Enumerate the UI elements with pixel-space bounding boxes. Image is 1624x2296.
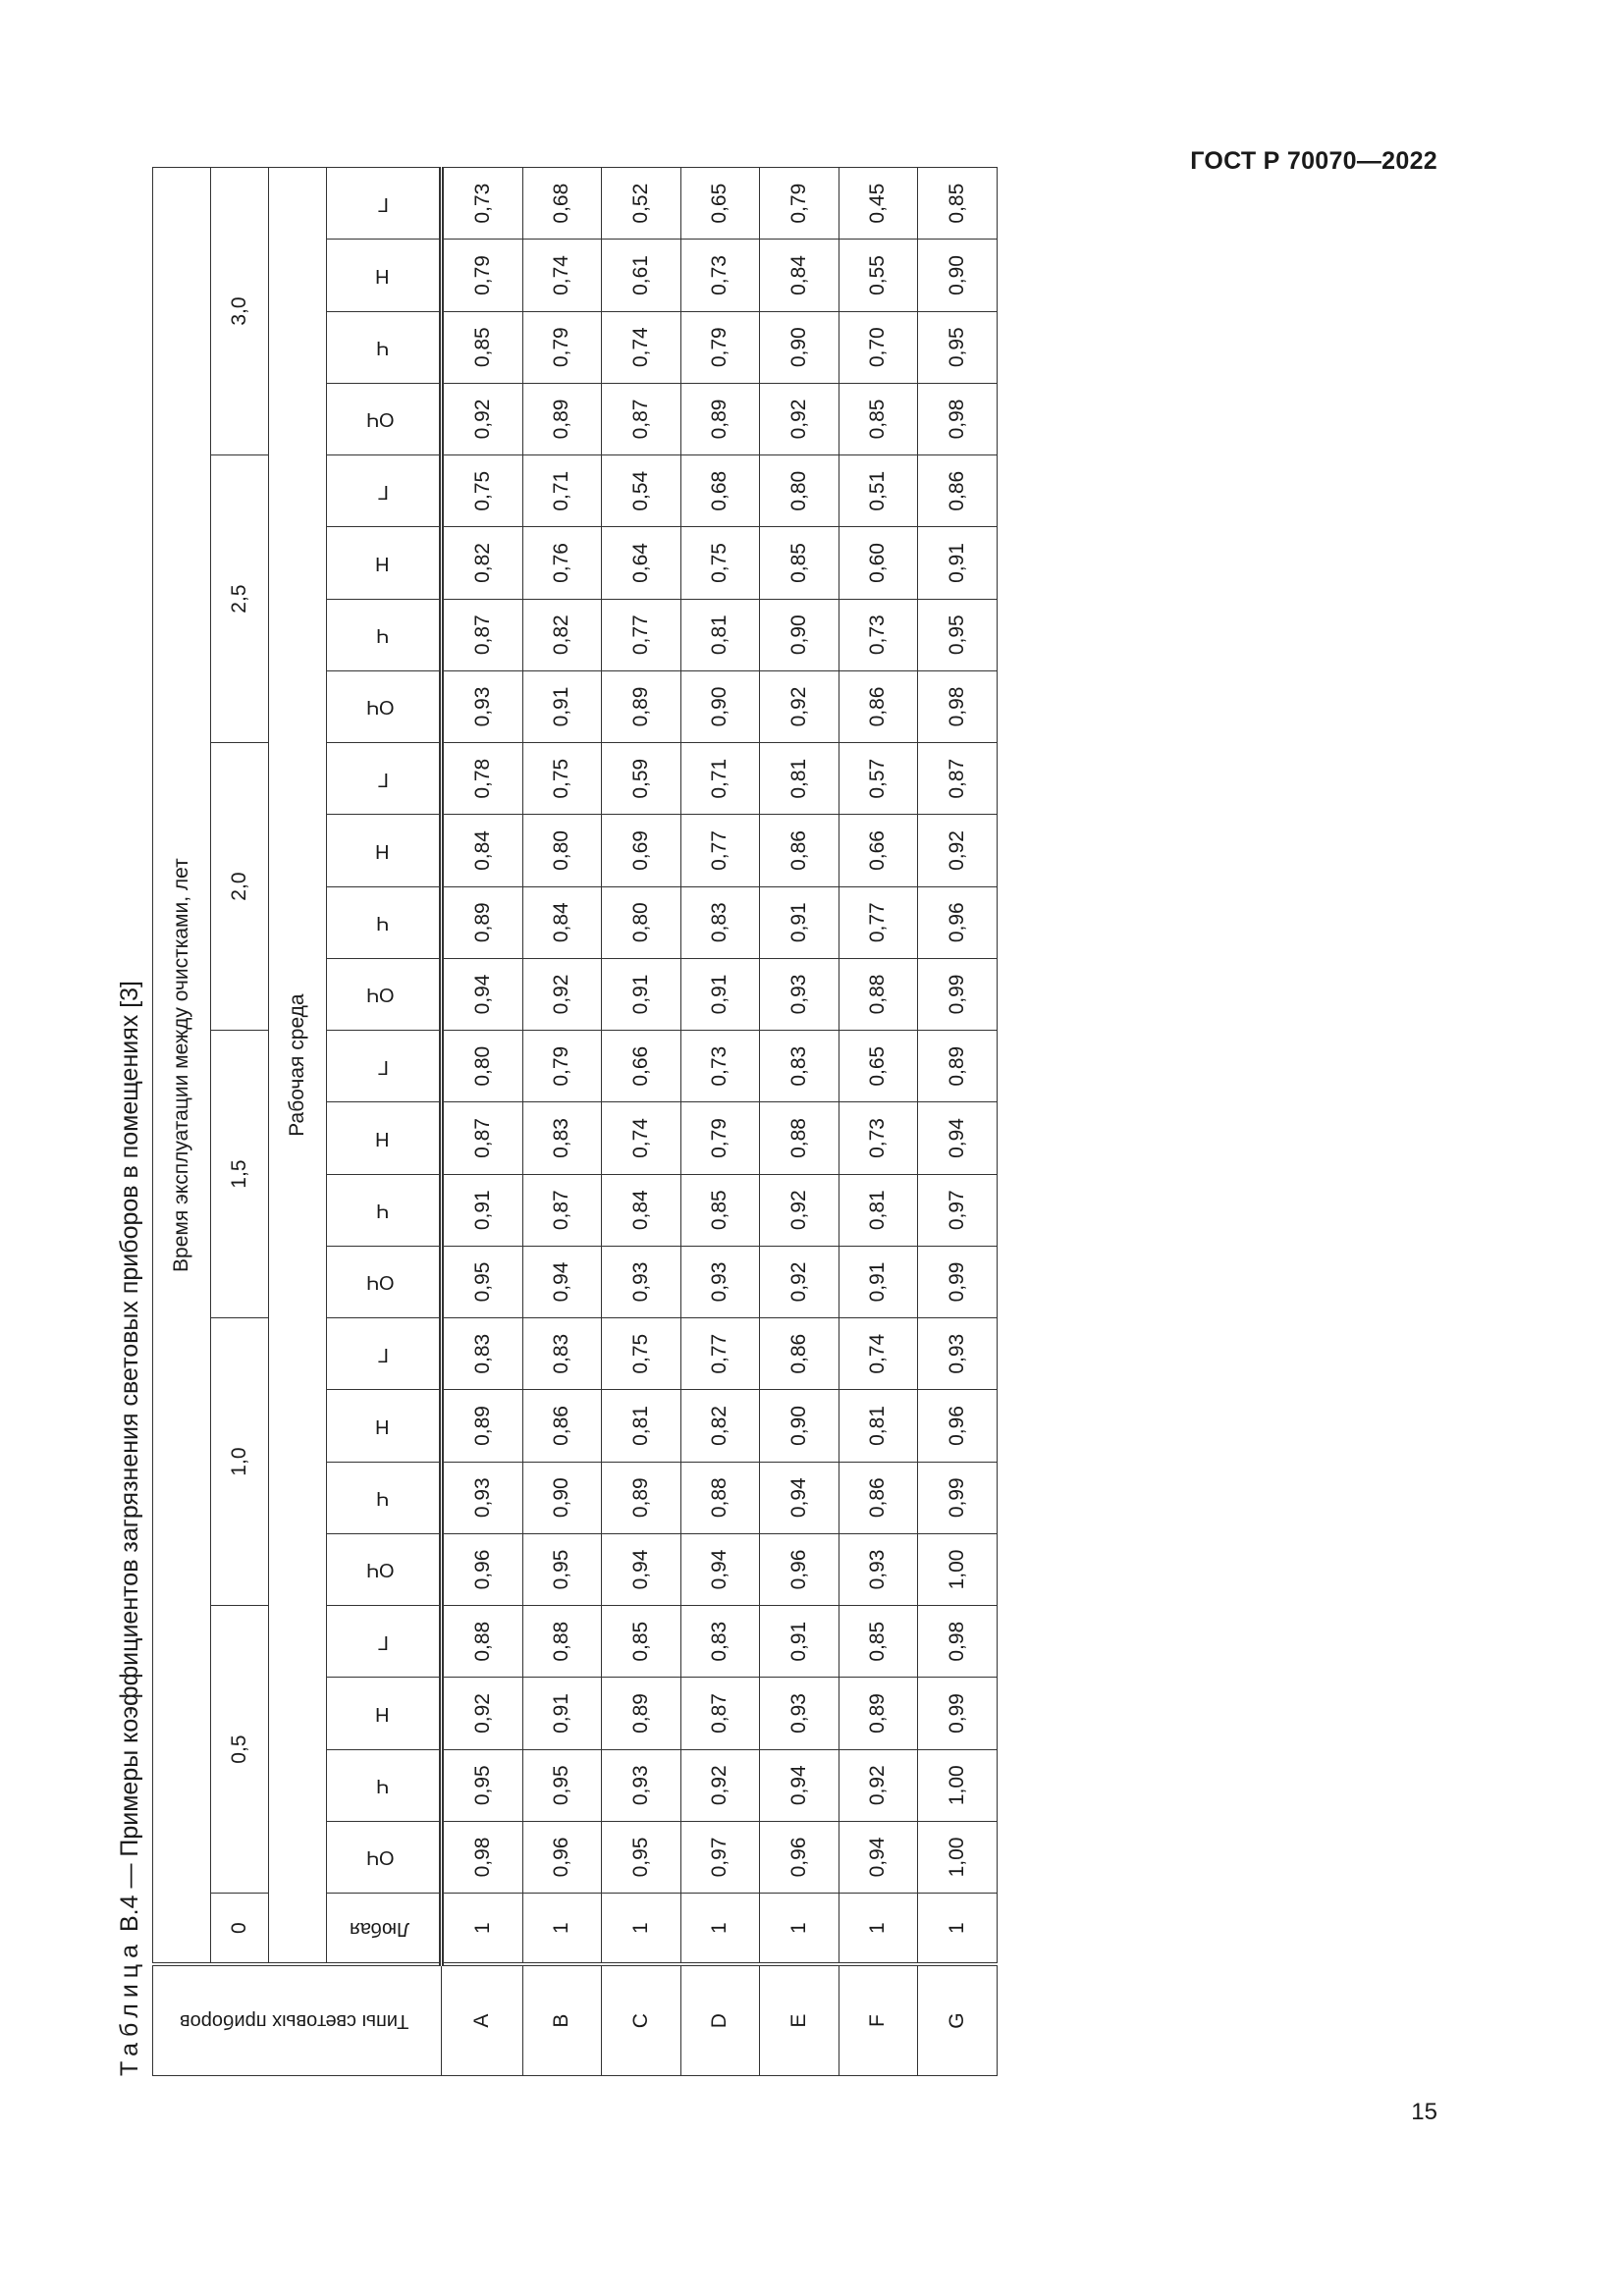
coefficient-cell: 0,45	[839, 168, 918, 240]
env-label-cell	[327, 670, 442, 742]
table-row	[918, 168, 998, 2076]
coefficient-cell: 0,77	[680, 815, 760, 886]
coefficient-cell: 0,66	[839, 815, 918, 886]
coefficient-cell: 0,95	[918, 311, 998, 383]
coefficient-cell: 0,82	[522, 599, 602, 670]
any-env-cell: 1	[522, 1894, 602, 1965]
coefficient-cell: 0,86	[839, 1462, 918, 1533]
coefficient-cell: 0,89	[442, 1390, 523, 1462]
env-label-cell	[327, 886, 442, 958]
coefficient-cell: 0,92	[760, 670, 839, 742]
coefficient-cell: 0,92	[839, 1749, 918, 1821]
coefficient-cell: 0,89	[602, 1678, 681, 1749]
table-row	[680, 168, 760, 2076]
any-env-cell: 1	[602, 1894, 681, 1965]
coefficient-cell: 0,85	[680, 1174, 760, 1246]
env-label-cell	[327, 168, 442, 240]
env-label-cell	[327, 815, 442, 886]
coefficient-cell: 0,77	[680, 1318, 760, 1390]
coefficient-cell: 0,79	[680, 311, 760, 383]
coefficient-cell: 0,93	[602, 1749, 681, 1821]
coefficient-cell: 0,86	[760, 1318, 839, 1390]
coefficient-cell: 0,60	[839, 527, 918, 599]
any-env-cell: 1	[760, 1894, 839, 1965]
coefficient-cell: 0,85	[839, 1606, 918, 1678]
coefficient-cell: 0,91	[760, 886, 839, 958]
coefficient-cell: 0,75	[442, 455, 523, 527]
coefficient-cell: 0,77	[839, 886, 918, 958]
coefficient-cell: 0,85	[442, 311, 523, 383]
coefficient-cell: 0,65	[680, 168, 760, 240]
coefficient-cell: 0,79	[760, 168, 839, 240]
coefficient-cell: 0,98	[918, 670, 998, 742]
coefficient-cell: 0,81	[760, 743, 839, 815]
env-label-cell	[327, 1533, 442, 1605]
coefficient-cell: 0,80	[522, 815, 602, 886]
period-header-cell: 1,5	[211, 1031, 269, 1318]
coefficient-cell: 0,99	[918, 1462, 998, 1533]
env-label: ОЧ	[365, 984, 395, 1006]
coefficient-cell: 0,91	[839, 1246, 918, 1317]
any-env-cell: 1	[442, 1894, 523, 1965]
coefficient-cell: 0,79	[442, 240, 523, 311]
type-cell: C	[602, 1964, 681, 2075]
coefficient-cell: 1,00	[918, 1749, 998, 1821]
env-label-cell	[327, 743, 442, 815]
coefficient-cell: 0,73	[442, 168, 523, 240]
any-env-cell: 1	[680, 1894, 760, 1965]
coefficient-cell: 0,98	[918, 383, 998, 454]
coefficient-cell: 0,89	[918, 1031, 998, 1102]
coefficient-cell: 0,55	[839, 240, 918, 311]
coefficient-cell: 0,87	[680, 1678, 760, 1749]
period-zero: 0	[211, 1894, 269, 1965]
env-label-cell	[327, 1102, 442, 1174]
coefficient-cell: 0,90	[522, 1462, 602, 1533]
env-label: Ч	[375, 1487, 389, 1510]
coefficient-cell: 0,73	[839, 1102, 918, 1174]
period-header-cell: 0,5	[211, 1606, 269, 1894]
coefficient-cell: 0,59	[602, 743, 681, 815]
coefficient-cell: 0,78	[442, 743, 523, 815]
table-row	[442, 168, 523, 2076]
coefficient-cell: 0,82	[680, 1390, 760, 1462]
coefficient-cell: 0,66	[602, 1031, 681, 1102]
coefficient-cell: 0,92	[760, 383, 839, 454]
coefficient-cell: 0,81	[839, 1390, 918, 1462]
coefficient-cell: 0,73	[680, 1031, 760, 1102]
coefficient-cell: 0,96	[918, 886, 998, 958]
coefficient-cell: 0,68	[522, 168, 602, 240]
coefficient-cell: 0,54	[602, 455, 681, 527]
env-label: ОЧ	[365, 696, 395, 719]
rotated-table-block	[108, 167, 1051, 2091]
coefficient-cell: 0,84	[602, 1174, 681, 1246]
table-row	[839, 168, 918, 2076]
type-cell: A	[442, 1964, 523, 2075]
coefficient-cell: 0,91	[760, 1606, 839, 1678]
coefficient-cell: 0,96	[918, 1390, 998, 1462]
coefficient-cell: 0,94	[760, 1749, 839, 1821]
coefficient-cell: 0,71	[522, 455, 602, 527]
coefficient-cell: 1,00	[918, 1821, 998, 1893]
coefficient-cell: 0,89	[839, 1678, 918, 1749]
env-label: Н	[374, 1702, 389, 1725]
coefficient-cell: 0,52	[602, 168, 681, 240]
coefficient-cell: 0,94	[522, 1246, 602, 1317]
env-label: Ч	[375, 1200, 389, 1222]
coefficient-cell: 0,98	[442, 1821, 523, 1893]
coefficient-cell: 0,95	[522, 1533, 602, 1605]
coefficient-cell: 0,85	[602, 1606, 681, 1678]
period-header-cell: 3,0	[211, 168, 269, 455]
coefficient-cell: 0,68	[680, 455, 760, 527]
type-cell: G	[918, 1964, 998, 2075]
coefficient-cell: 0,86	[760, 815, 839, 886]
coefficient-cell: 0,95	[442, 1749, 523, 1821]
coefficient-cell: 0,79	[522, 311, 602, 383]
env-label-cell	[327, 527, 442, 599]
coefficient-cell: 0,86	[839, 670, 918, 742]
coefficient-cell: 0,89	[602, 1462, 681, 1533]
coefficient-cell: 0,88	[522, 1606, 602, 1678]
coefficient-cell: 0,80	[442, 1031, 523, 1102]
env-any-cell	[327, 1894, 442, 1965]
coefficient-cell: 0,83	[522, 1102, 602, 1174]
coefficient-cell: 0,91	[918, 527, 998, 599]
coefficient-cell: 0,93	[760, 1678, 839, 1749]
coefficient-cell: 0,74	[602, 311, 681, 383]
document-code: ГОСТ Р 70070—2022	[1190, 147, 1437, 175]
coefficient-cell: 0,77	[602, 599, 681, 670]
coefficient-cell: 0,87	[442, 599, 523, 670]
coefficient-cell: 0,91	[442, 1174, 523, 1246]
coefficient-cell: 0,81	[602, 1390, 681, 1462]
any-env-cell: 1	[839, 1894, 918, 1965]
env-label-cell	[327, 1606, 442, 1678]
coefficient-cell: 0,84	[522, 886, 602, 958]
coefficient-cell: 0,94	[442, 958, 523, 1030]
env-label: Г	[378, 192, 389, 215]
env-any: Любая	[350, 1917, 410, 1940]
coefficient-cell: 0,73	[680, 240, 760, 311]
coefficient-cell: 0,83	[442, 1318, 523, 1390]
env-label: Ч	[375, 1775, 389, 1797]
type-header: Типы световых приборов	[179, 2010, 409, 2033]
env-label: ОЧ	[365, 1846, 395, 1869]
table-caption-text: В.4 — Примеры коэффициентов загрязнения световых приборов в помещениях [3]	[116, 980, 143, 1933]
coefficient-cell: 0,87	[602, 383, 681, 454]
coefficient-cell: 0,79	[522, 1031, 602, 1102]
env-label: Н	[374, 839, 389, 862]
env-label-cell	[327, 1390, 442, 1462]
coefficient-cell: 0,93	[602, 1246, 681, 1317]
env-label: Н	[374, 1127, 389, 1149]
coefficient-cell: 0,92	[442, 1678, 523, 1749]
type-cell: E	[760, 1964, 839, 2075]
coefficient-cell: 0,89	[442, 886, 523, 958]
env-label: Н	[374, 264, 389, 287]
coefficient-cell: 0,83	[680, 1606, 760, 1678]
coefficient-cell: 0,91	[522, 1678, 602, 1749]
period-header-cell: 2,0	[211, 743, 269, 1031]
coefficient-cell: 0,96	[760, 1533, 839, 1605]
coefficient-cell: 0,94	[680, 1533, 760, 1605]
type-cell: F	[839, 1964, 918, 2075]
coefficient-cell: 0,97	[680, 1821, 760, 1893]
coefficient-cell: 0,87	[442, 1102, 523, 1174]
env-label: Г	[378, 1343, 389, 1365]
env-label: Н	[374, 1415, 389, 1437]
coefficient-cell: 0,79	[680, 1102, 760, 1174]
coefficient-cell: 0,94	[760, 1462, 839, 1533]
coefficient-cell: 0,75	[680, 527, 760, 599]
type-header-cell	[153, 1964, 442, 2075]
coefficient-cell: 0,61	[602, 240, 681, 311]
coefficient-cell: 0,93	[442, 670, 523, 742]
coefficient-cell: 0,80	[760, 455, 839, 527]
env-label: Н	[374, 552, 389, 574]
coefficient-cell: 0,87	[522, 1174, 602, 1246]
coefficient-cell: 0,85	[918, 168, 998, 240]
coefficient-cell: 0,90	[918, 240, 998, 311]
coefficient-cell: 0,92	[760, 1174, 839, 1246]
coefficient-cell: 0,81	[680, 599, 760, 670]
coefficient-cell: 0,93	[839, 1533, 918, 1605]
coefficient-cell: 0,51	[839, 455, 918, 527]
dirt-coefficients-table	[152, 167, 998, 2076]
coefficient-cell: 0,74	[522, 240, 602, 311]
env-label-cell	[327, 1821, 442, 1893]
coefficient-cell: 0,91	[522, 670, 602, 742]
env-label: ОЧ	[365, 408, 395, 431]
env-label-cell	[327, 958, 442, 1030]
coefficient-cell: 0,95	[602, 1821, 681, 1893]
page-number: 15	[1411, 2099, 1437, 2125]
coefficient-cell: 0,71	[680, 743, 760, 815]
coefficient-cell: 0,95	[522, 1749, 602, 1821]
env-label: Ч	[375, 337, 389, 359]
period-header-cell: 2,5	[211, 455, 269, 743]
coefficient-cell: 0,90	[680, 670, 760, 742]
table-caption	[108, 981, 152, 2076]
env-label: Г	[378, 1055, 389, 1078]
coefficient-cell: 0,83	[680, 886, 760, 958]
coefficient-cell: 0,96	[522, 1821, 602, 1893]
env-label-cell	[327, 311, 442, 383]
coefficient-cell: 0,85	[839, 383, 918, 454]
coefficient-cell: 0,69	[602, 815, 681, 886]
coefficient-cell: 0,57	[839, 743, 918, 815]
coefficient-cell: 0,70	[839, 311, 918, 383]
period-header-cell: 1,0	[211, 1318, 269, 1606]
coefficient-cell: 0,94	[839, 1821, 918, 1893]
coefficient-cell: 0,90	[760, 1390, 839, 1462]
coefficient-cell: 0,88	[839, 958, 918, 1030]
env-label: Г	[378, 768, 389, 790]
coefficient-cell: 0,83	[760, 1031, 839, 1102]
coefficient-cell: 0,94	[602, 1533, 681, 1605]
coefficient-cell: 0,92	[442, 383, 523, 454]
env-label: ОЧ	[365, 1559, 395, 1581]
env-label-cell	[327, 1678, 442, 1749]
coefficient-cell: 0,97	[918, 1174, 998, 1246]
coefficient-cell: 1,00	[918, 1533, 998, 1605]
coefficient-cell: 0,99	[918, 1678, 998, 1749]
coefficient-cell: 0,92	[680, 1749, 760, 1821]
coefficient-cell: 0,92	[760, 1246, 839, 1317]
coefficient-cell: 0,87	[918, 743, 998, 815]
coefficient-cell: 0,93	[760, 958, 839, 1030]
coefficient-cell: 0,95	[918, 599, 998, 670]
coefficient-cell: 0,92	[522, 958, 602, 1030]
period-header: Время эксплуатации между очистками, лет	[153, 168, 211, 1965]
coefficient-cell: 0,75	[602, 1318, 681, 1390]
coefficient-cell: 0,80	[602, 886, 681, 958]
coefficient-cell: 0,99	[918, 1246, 998, 1317]
coefficient-cell: 0,93	[918, 1318, 998, 1390]
env-label: Г	[378, 1630, 389, 1653]
env-label-cell	[327, 455, 442, 527]
env-header: Рабочая среда	[269, 168, 327, 1965]
env-label-cell	[327, 599, 442, 670]
table-row	[760, 168, 839, 2076]
coefficient-cell: 0,86	[522, 1390, 602, 1462]
coefficient-cell: 0,83	[522, 1318, 602, 1390]
coefficient-cell: 0,89	[522, 383, 602, 454]
coefficient-cell: 0,88	[760, 1102, 839, 1174]
coefficient-cell: 0,89	[602, 670, 681, 742]
coefficient-cell: 0,96	[760, 1821, 839, 1893]
coefficient-cell: 0,91	[602, 958, 681, 1030]
coefficient-cell: 0,86	[918, 455, 998, 527]
type-cell: B	[522, 1964, 602, 2075]
coefficient-cell: 0,95	[442, 1246, 523, 1317]
env-label: Г	[378, 480, 389, 503]
coefficient-cell: 0,98	[918, 1606, 998, 1678]
env-label-cell	[327, 1031, 442, 1102]
coefficient-cell: 0,65	[839, 1031, 918, 1102]
table-row	[602, 168, 681, 2076]
env-label: Ч	[375, 912, 389, 934]
coefficient-cell: 0,93	[442, 1462, 523, 1533]
coefficient-cell: 0,75	[522, 743, 602, 815]
env-label-cell	[327, 1462, 442, 1533]
coefficient-cell: 0,73	[839, 599, 918, 670]
coefficient-cell: 0,96	[442, 1533, 523, 1605]
coefficient-cell: 0,84	[442, 815, 523, 886]
any-env-cell: 1	[918, 1894, 998, 1965]
env-label-cell	[327, 1318, 442, 1390]
env-label: Ч	[375, 624, 389, 647]
env-label: ОЧ	[365, 1271, 395, 1294]
coefficient-cell: 0,84	[760, 240, 839, 311]
env-label-cell	[327, 240, 442, 311]
coefficient-cell: 0,90	[760, 599, 839, 670]
coefficient-cell: 0,88	[442, 1606, 523, 1678]
coefficient-cell: 0,85	[760, 527, 839, 599]
coefficient-cell: 0,76	[522, 527, 602, 599]
coefficient-cell: 0,93	[680, 1246, 760, 1317]
coefficient-cell: 0,74	[839, 1318, 918, 1390]
env-label-cell	[327, 1246, 442, 1317]
env-label-cell	[327, 1749, 442, 1821]
coefficient-cell: 0,89	[680, 383, 760, 454]
coefficient-cell: 0,92	[918, 815, 998, 886]
table-row	[522, 168, 602, 2076]
coefficient-cell: 0,82	[442, 527, 523, 599]
type-cell: D	[680, 1964, 760, 2075]
env-label-cell	[327, 383, 442, 454]
coefficient-cell: 0,88	[680, 1462, 760, 1533]
table-caption-label: Таблица	[116, 1938, 143, 2076]
coefficient-cell: 0,81	[839, 1174, 918, 1246]
coefficient-cell: 0,64	[602, 527, 681, 599]
env-label-cell	[327, 1174, 442, 1246]
coefficient-cell: 0,91	[680, 958, 760, 1030]
coefficient-cell: 0,90	[760, 311, 839, 383]
coefficient-cell: 0,99	[918, 958, 998, 1030]
coefficient-cell: 0,94	[918, 1102, 998, 1174]
coefficient-cell: 0,74	[602, 1102, 681, 1174]
